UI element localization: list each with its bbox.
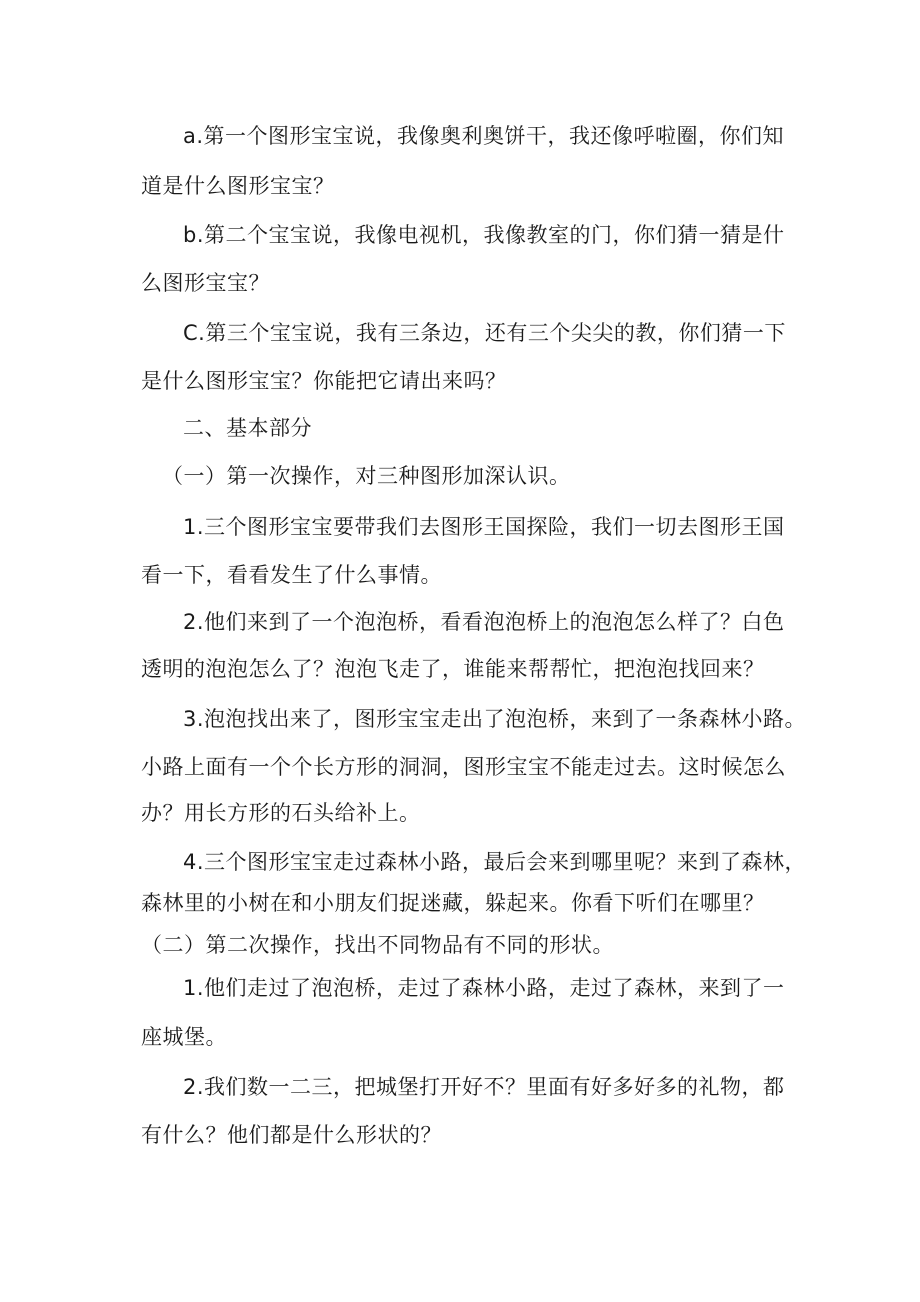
subsection-heading-first-operation: （一）第一次操作，对三种图形加深认识。 [162, 464, 571, 488]
item-3-line-1: 3.泡泡找出来了，图形宝宝走出了泡泡桥，来到了一条森林小路。 [183, 707, 807, 731]
item-4-line-1: 4.三个图形宝宝走过森林小路，最后会来到哪里呢？来到了森林， [183, 850, 807, 874]
item-3-line-3: 办？用长方形的石头给补上。 [141, 801, 421, 825]
item-b1-line-2: 座城堡。 [141, 1025, 227, 1049]
item-4-line-2: 森林里的小树在和小朋友们捉迷藏，躲起来。你看下听们在哪里？ [141, 891, 765, 915]
paragraph-c-line-1: C.第三个宝宝说，我有三条边，还有三个尖尖的教，你们猜一下 [183, 321, 786, 345]
paragraph-c-line-2: 是什么图形宝宝？你能把它请出来吗？ [141, 369, 507, 393]
item-1-line-1: 1.三个图形宝宝要带我们去图形王国探险，我们一切去图形王国 [183, 515, 785, 539]
item-2-line-1: 2.他们来到了一个泡泡桥，看看泡泡桥上的泡泡怎么样了？白色 [183, 610, 785, 634]
item-3-line-2: 小路上面有一个个长方形的洞洞，图形宝宝不能走过去。这时候怎么 [141, 755, 786, 779]
paragraph-b-line-2: 么图形宝宝？ [141, 271, 270, 295]
subsection-heading-second-operation: （二）第二次操作，找出不同物品有不同的形状。 [141, 933, 614, 957]
item-b2-line-2: 有什么？他们都是什么形状的？ [141, 1123, 442, 1147]
section-heading-basic: 二、基本部分 [183, 416, 312, 440]
paragraph-a-line-2: 道是什么图形宝宝？ [141, 174, 335, 198]
item-b2-line-1: 2.我们数一二三，把城堡打开好不？里面有好多好多的礼物，都 [183, 1075, 785, 1099]
item-b1-line-1: 1.他们走过了泡泡桥，走过了森林小路，走过了森林，来到了一 [183, 976, 785, 1000]
item-1-line-2: 看一下，看看发生了什么事情。 [141, 563, 442, 587]
paragraph-a-line-1: a.第一个图形宝宝说，我像奥利奥饼干，我还像呼啦圈，你们知 [183, 124, 785, 148]
item-2-line-2: 透明的泡泡怎么了？泡泡飞走了，谁能来帮帮忙，把泡泡找回来？ [141, 657, 765, 681]
paragraph-b-line-1: b.第二个宝宝说，我像电视机，我像教室的门，你们猜一猜是什 [183, 223, 785, 247]
